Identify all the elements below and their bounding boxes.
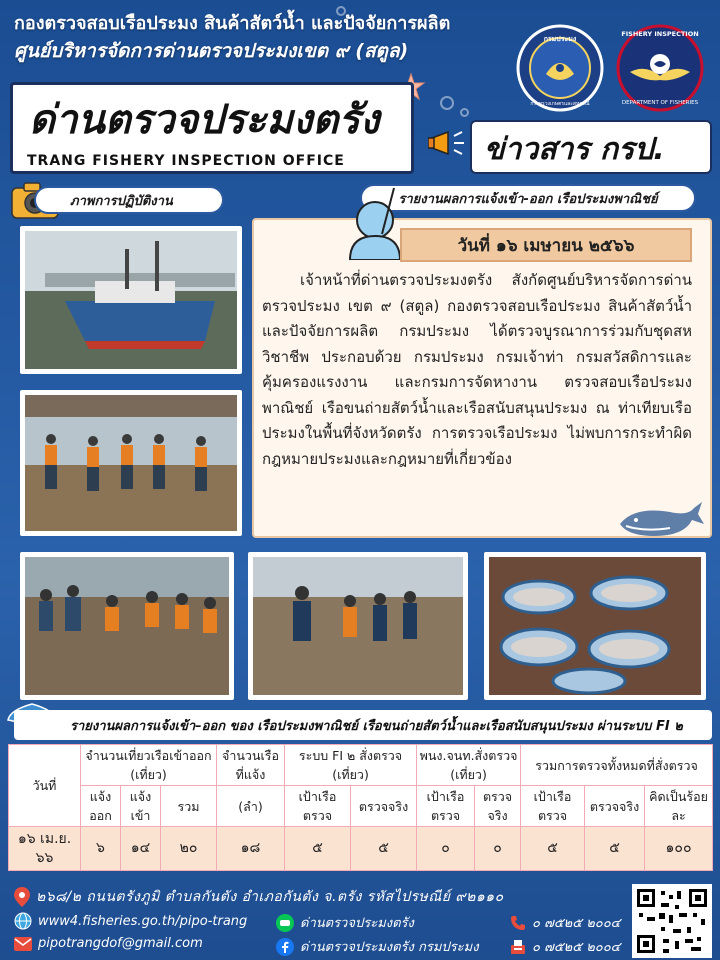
- row-cell: ๖: [81, 827, 121, 871]
- footer-fax: ๐ ๗๕๒๕ ๒๐๐๔: [532, 940, 621, 955]
- section-tag-photos-label: ภาพการปฏิบัติงาน: [70, 193, 173, 209]
- subheader-cell: เป้าเรือตรวจ: [417, 786, 475, 827]
- photo-inspection-team-pier: [20, 390, 242, 536]
- subheader-cell: แจ้งออก: [81, 786, 121, 827]
- table-row: [9, 827, 713, 871]
- header-date: วันที่: [9, 745, 81, 827]
- article-body: เจ้าหน้าที่ด่านตรวจประมงตรัง สังกัดศูนย์บริหารจัดการด่านตรวจประมง เขต ๙ (สตูล) กองตรวจสอบเรือประมง สินค้าสัตว์น้ำ และปัจจัยการผลิต กรมประมง ได้ตรวจบูรณาการร่วมกับชุดสหวิชาชีพ ประกอบด้วย กรมประมง กรมเจ้าท่า กรมสวัสดิการและคุ้มครองแรงงาน และกรมการจัดหางาน ตรวจสอบเรือประมงพาณิชย์ เรือขนถ่ายสัตว์น้ำและเรือสนับสนุนประมง ณ ท่าเทียบเรือประมงในพื้นที่จังหวัดตรัง การตรวจเรือประมง ไม่พบการกระทำผิดกฎหมายประมงและกฎหมายที่เกี่ยวข้อง: [262, 271, 692, 468]
- header-total-ordered: รวมการตรวจทั้งหมดที่สั่งตรวจ: [521, 745, 713, 786]
- header-center: ศูนย์บริหารจัดการด่านตรวจประมงเขต ๙ (สตูล): [14, 40, 409, 62]
- whale-icon: [614, 498, 706, 542]
- table-title-text: รายงานผลการแจ้งเข้า–ออก ของ เรือประมงพาณิชย์ เรือขนถ่ายสัตว์น้ำและเรือสนับสนุนประมง ผ่านระบบ FI ๒: [70, 718, 683, 734]
- photo-document-check: [248, 552, 468, 700]
- footer-email-row[interactable]: [14, 936, 203, 951]
- logo1-text: กรมประมง: [543, 35, 577, 43]
- phone-icon: [510, 915, 526, 931]
- title-box: [10, 82, 414, 174]
- footer-facebook-row[interactable]: [276, 936, 479, 957]
- line-app-icon: [276, 914, 294, 932]
- subheader-cell: เป้าเรือตรวจ: [521, 786, 585, 827]
- header-department: กองตรวจสอบเรือประมง สินค้าสัตว์น้ำ และปัจจัยการผลิต: [14, 13, 451, 34]
- footer-facebook[interactable]: ด่านตรวจประมงตรัง กรมประมง: [300, 940, 479, 955]
- footer-line[interactable]: ด่านตรวจประมงตรัง: [300, 916, 414, 931]
- footer-email[interactable]: pipotrangdof@gmail.com: [38, 936, 203, 951]
- subheader-cell: แจ้งเข้า: [121, 786, 161, 827]
- inspection-report-table: [8, 744, 713, 871]
- row-cell: ๑๔: [121, 827, 161, 871]
- subheader-cell: คิดเป็นร้อยละ: [645, 786, 713, 827]
- logo2-subtext: DEPARTMENT OF FISHERIES: [621, 100, 699, 106]
- row-cell: ๑๘: [217, 827, 285, 871]
- subheader-cell: เป้าเรือตรวจ: [285, 786, 351, 827]
- row-date: ๑๖ เม.ย. ๖๖: [9, 827, 81, 871]
- subheader-cell: ตรวจจริง: [351, 786, 417, 827]
- section-tag-report-label: รายงานผลการแจ้งเข้า-ออก เรือประมงพาณิชย์: [398, 191, 658, 207]
- row-cell: ๕: [521, 827, 585, 871]
- footer-website-row[interactable]: [14, 912, 247, 930]
- decor-bubble: [440, 96, 454, 110]
- footer-fax-row: [510, 936, 621, 957]
- footer-phone-row[interactable]: [510, 912, 621, 933]
- footer-phone[interactable]: ๐ ๗๕๒๕ ๒๐๐๔: [532, 916, 621, 931]
- row-cell: ๒๐: [161, 827, 217, 871]
- row-cell: ๐: [475, 827, 521, 871]
- presenter-character-icon: [342, 184, 408, 260]
- footer-address-row: [14, 886, 504, 908]
- row-cell: ๕: [351, 827, 417, 871]
- megaphone-icon: [428, 124, 472, 164]
- subheader-cell: รวม: [161, 786, 217, 827]
- logo1-subtext: กระทรวงเกษตรและสหกรณ์: [530, 101, 590, 107]
- location-pin-icon: [14, 887, 30, 907]
- page-title-english: TRANG FISHERY INSPECTION OFFICE: [27, 153, 345, 169]
- section-tag-report: [360, 184, 696, 212]
- header-officer-ordered: พนง.จนท.สั่งตรวจ (เที่ยว): [417, 745, 521, 786]
- row-cell: ๕: [585, 827, 645, 871]
- email-icon: [14, 937, 32, 951]
- row-cell: ๐: [417, 827, 475, 871]
- decor-bubble: [460, 108, 469, 117]
- header-trips: จำนวนเที่ยวเรือเข้าออก (เที่ยว): [81, 745, 217, 786]
- fax-icon: [510, 939, 526, 955]
- globe-icon: [14, 912, 32, 930]
- header-fi2-ordered: ระบบ FI ๒ สั่งตรวจ (เที่ยว): [285, 745, 417, 786]
- photo-fish-catch: [484, 552, 706, 700]
- logo2-text: FISHERY INSPECTION: [621, 30, 699, 38]
- footer-website[interactable]: www4.fisheries.go.th/pipo-trang: [38, 913, 248, 929]
- news-label-box: [470, 120, 712, 174]
- footer-line-row[interactable]: [276, 912, 414, 933]
- row-cell: ๑๐๐: [645, 827, 713, 871]
- footer-address: ๒๖๘/๒ ถนนตรังภูมิ ตำบลกันตัง อำเภอกันตัง จ.ตรัง รหัสไปรษณีย์ ๙๒๑๑๐: [36, 889, 504, 905]
- facebook-icon: [276, 938, 294, 956]
- subheader-cell: (ลำ): [217, 786, 285, 827]
- photo-team-briefing: [20, 552, 234, 700]
- section-tag-photos: [34, 186, 224, 214]
- page-title: ด่านตรวจประมงตรัง: [29, 97, 380, 143]
- header-vessels: จำนวนเรือที่แจ้ง: [217, 745, 285, 786]
- subheader-cell: ตรวจจริง: [475, 786, 521, 827]
- row-cell: ๕: [285, 827, 351, 871]
- table-title: [14, 710, 712, 740]
- article-date: วันที่ ๑๖ เมษายน ๒๕๖๖: [400, 228, 692, 262]
- qr-code[interactable]: [632, 884, 712, 958]
- news-label: ข่าวสาร กรป.: [484, 132, 665, 167]
- subheader-cell: ตรวจจริง: [585, 786, 645, 827]
- photo-fishing-boat: [20, 226, 242, 374]
